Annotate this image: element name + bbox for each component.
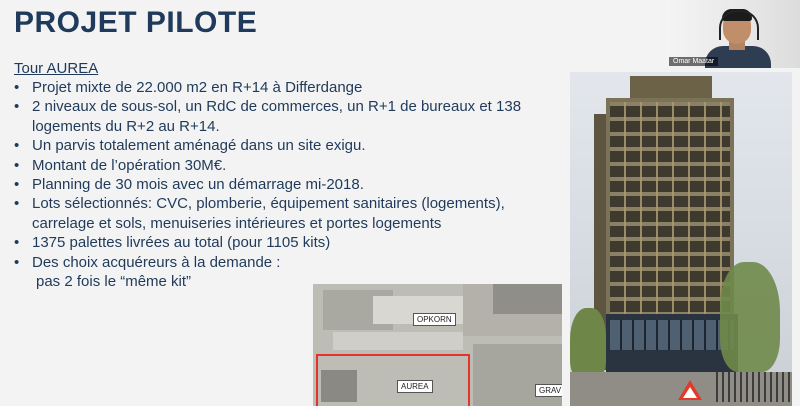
fence [716, 372, 792, 402]
participant-name: Omar Maatar [669, 57, 718, 66]
bullet-item [14, 156, 544, 175]
bullet-dot: • [14, 195, 20, 213]
bullet-item [14, 78, 544, 97]
bullet-item [14, 194, 544, 233]
tree [720, 262, 780, 372]
building-photo [570, 72, 792, 406]
site-map-image [313, 284, 562, 406]
tree [570, 308, 606, 378]
bullet-item [14, 175, 544, 194]
aurea-site-outline [316, 354, 470, 406]
bullet-item [14, 136, 544, 155]
bullet-list [14, 78, 544, 291]
headset-icon [719, 10, 759, 40]
bullet-item [14, 253, 544, 272]
bullet-item [14, 97, 544, 136]
map-road [333, 332, 463, 350]
bullet-dot: • [14, 253, 20, 271]
bullet-dot: • [14, 234, 20, 252]
bullet-text: Des choix acquéreurs à la demande : [32, 253, 281, 271]
bullet-text: Montant de l’opération 30M€. [32, 156, 227, 174]
bullet-text: Projet mixte de 22.000 m2 en R+14 à Differdange [32, 79, 363, 96]
bullet-dot: • [14, 98, 20, 116]
webcam-tile[interactable] [667, 0, 800, 68]
bullet-text: 1375 palettes livrées au total (pour 1105 kits) [32, 234, 331, 252]
bullet-dot: • [14, 156, 20, 174]
bullet-dot: • [14, 176, 20, 194]
map-label-grav: GRAV [535, 384, 562, 397]
bullet-dot: • [14, 137, 20, 155]
slide-title: PROJET PILOTE [14, 6, 258, 39]
bullet-text: Lots sélectionnés: CVC, plomberie, équipement sanitaires (logements), carrelage et sols, menuiseries intérieures et portes logements [32, 195, 505, 232]
slide-subtitle: Tour AUREA [14, 60, 99, 77]
sub-bullet-text: pas 2 fois le “même kit” [36, 273, 192, 291]
bullet-text: Planning de 30 mois avec un démarrage mi-2018. [32, 176, 364, 194]
tower-base-windows [610, 320, 734, 350]
bullet-dot: • [14, 79, 20, 96]
warning-sign-inner [683, 387, 697, 398]
bullet-text: Un parvis totalement aménagé dans un site exigu. [32, 137, 366, 155]
tower-roof [630, 76, 712, 100]
map-label-aurea: AUREA [397, 380, 433, 393]
bullet-item [14, 233, 544, 252]
map-label-opkorn: OPKORN [413, 313, 456, 326]
tower-mullions [610, 102, 730, 316]
map-building [493, 284, 562, 314]
bullet-text: 2 niveaux de sous-sol, un RdC de commerces, un R+1 de bureaux et 138 logements du R+2 au R+14. [32, 98, 522, 135]
